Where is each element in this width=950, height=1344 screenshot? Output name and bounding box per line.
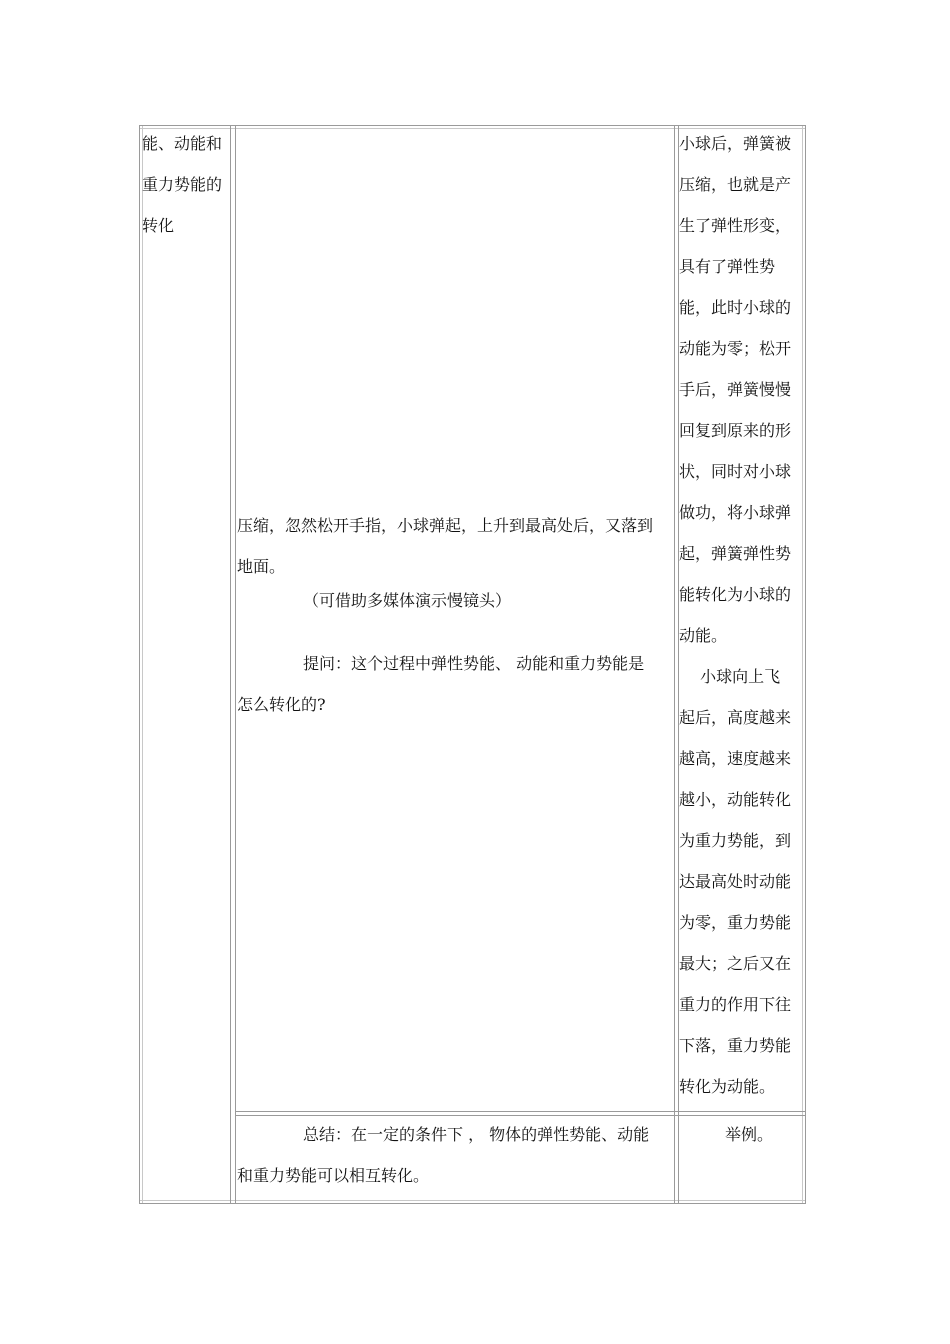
media-note-cell [237,584,673,618]
question-line: 怎么转化的? [237,695,326,714]
col-divider-1 [230,125,231,1204]
activity-line: 地面。 [237,557,286,576]
question-cell [237,643,673,725]
topic-line: 能、动能和 [142,134,223,153]
explanation-line: 状，同时对小球 [679,462,792,481]
explanation-line: 压缩，也就是产 [679,175,792,194]
media-note: （可借助多媒体演示慢镜头） [303,591,512,610]
example-cell [699,1114,799,1155]
explanation-line: 最大；之后又在 [679,954,792,973]
explanation-line: 小球后，弹簧被 [679,134,792,153]
topic-cell [142,123,230,246]
explanation-line: 越高，速度越来 [679,749,792,768]
table-bottom-border [139,1203,806,1204]
explanation-line: 做功，将小球弹 [679,503,792,522]
explanation-line: 为零，重力势能 [679,913,792,932]
explanation-line: 生了弹性形变， [679,216,792,235]
explanation-line: 动能。 [679,626,728,645]
explanation-line: 下落，重力势能 [679,1036,792,1055]
activity-cell [237,505,673,587]
table-left-border [139,125,140,1204]
explanation-line: 能，此时小球的 [679,298,792,317]
table-bottom-inner-border [140,1200,805,1201]
summary-cell [237,1114,673,1196]
explanation-cell [679,123,803,1107]
summary-line: 和重力势能可以相互转化。 [237,1166,430,1185]
explanation-line: 动能为零；松开 [679,339,792,358]
summary-line: 总结：在一定的条件下 ， 物体的弹性势能、动能 [303,1125,650,1144]
question-line: 提问：这个过程中弹性势能、 动能和重力势能是 [303,654,645,673]
explanation-line: 能转化为小球的 [679,585,792,604]
table-right-border [805,125,806,1204]
explanation-line: 越小，动能转化 [679,790,792,809]
col-divider-2 [674,125,675,1204]
explanation-line: 小球向上飞 [679,667,781,686]
topic-line: 转化 [142,216,175,235]
explanation-line: 重力的作用下往 [679,995,792,1014]
col-divider-1b [235,125,236,1204]
lesson-table [139,125,806,1204]
table-left-inner-border [142,126,143,1203]
explanation-line: 转化为动能。 [679,1077,776,1096]
explanation-line: 达最高处时动能 [679,872,792,891]
activity-line: 压缩，忽然松开手指，小球弹起，上升到最高处后，又落到 [237,516,654,535]
explanation-line: 为重力势能，到 [679,831,792,850]
explanation-line: 起后，高度越来 [679,708,792,727]
example-text: 举例。 [724,1125,773,1144]
explanation-line: 起，弹簧弹性势 [679,544,792,563]
explanation-line: 手后，弹簧慢慢 [679,380,792,399]
explanation-line: 具有了弹性势 [679,257,776,276]
explanation-line: 回复到原来的形 [679,421,792,440]
topic-line: 重力势能的 [142,175,223,194]
summary-row-divider [235,1111,806,1112]
